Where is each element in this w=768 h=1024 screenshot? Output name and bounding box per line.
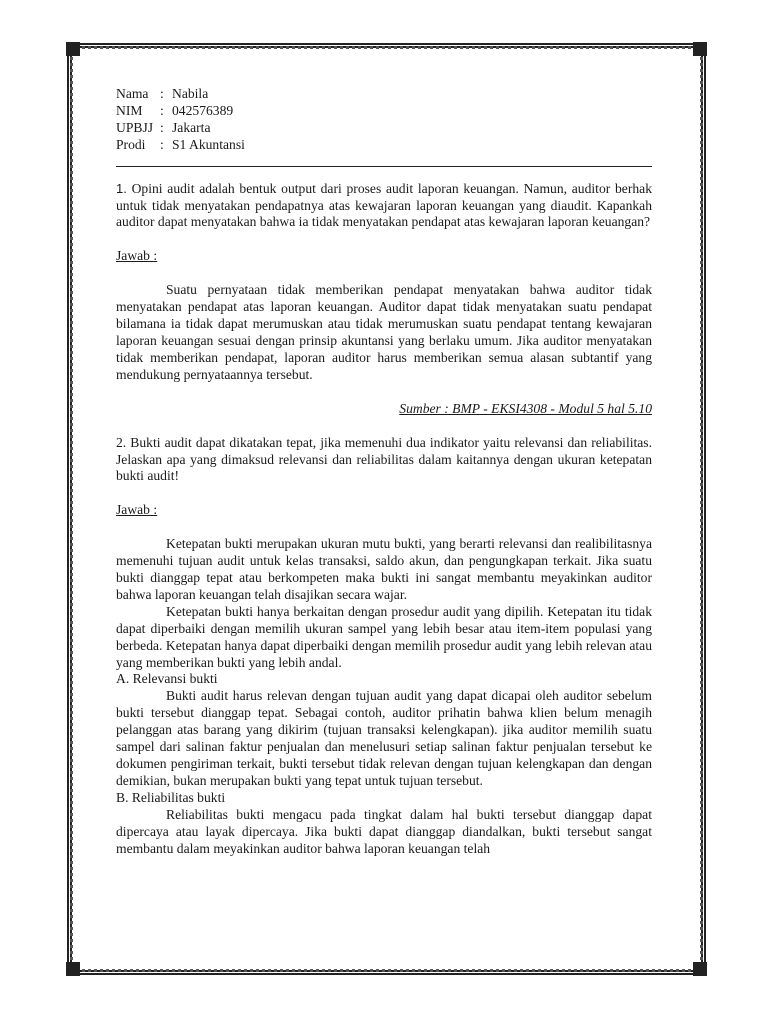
border-corner-ornament	[693, 42, 707, 56]
answer-label: Jawab :	[116, 248, 158, 264]
identity-key: NIM	[116, 102, 143, 118]
identity-separator: :	[160, 136, 164, 152]
question-1	[116, 181, 652, 232]
identity-row-upbjj	[116, 120, 652, 137]
identity-row-nama	[116, 86, 652, 103]
identity-separator: :	[160, 119, 164, 135]
identity-key: Nama	[116, 86, 149, 101]
answer-paragraph: Suatu pernyataan tidak memberikan pendapat menyatakan bahwa auditor tidak menyatakan pendapat atas laporan keuangan. Auditor dapat tidak menyatakan suatu pendapat bilamana ia tidak dapat merumuskan atau tidak merumuskan suatu pendapat tentang kewajaran laporan keuangan sesuai dengan prinsip akuntansi yang berlaku umum. Jika auditor menyatakan tidak memberikan pendapat, laporan auditor harus memberikan semua alasan subtantif yang mendukung pernyataannya tersebut.	[116, 282, 652, 382]
identity-key: Prodi	[116, 136, 146, 152]
identity-value: Jakarta	[172, 119, 211, 135]
identity-row-nim	[116, 103, 652, 120]
section-heading-relevansi: A. Relevansi bukti	[116, 671, 218, 687]
source-citation: Sumber : BMP - EKSI4308 - Modul 5 hal 5.10	[399, 400, 652, 416]
identity-value: S1 Akuntansi	[172, 136, 245, 152]
identity-value: 042576389	[172, 102, 234, 118]
identity-value: Nabila	[172, 86, 209, 101]
answer-paragraph: Reliabilitas bukti mengacu pada tingkat dalam hal bukti tersebut dianggap dapat dipercaya atau layak dipercaya. Jika bukti dapat dianggap diandalkan, bukti tersebut sangat membantu dalam meyakinkan auditor bahwa laporan keuangan telah	[116, 806, 652, 856]
question-text: Opini audit adalah bentuk output dari proses audit laporan keuangan. Namun, auditor berhak untuk tidak menyatakan pendapatnya atas kewajaran laporan keuangan yang diaudit. Kapankah auditor dapat menyatakan bahwa ia tidak menyatakan pendapat atas kewajaran laporan keuangan?	[116, 180, 652, 230]
border-corner-ornament	[693, 962, 707, 976]
document-body	[116, 86, 652, 857]
question-number: 1.	[116, 180, 127, 196]
question-2: 2. Bukti audit dapat dikatakan tepat, jika memenuhi dua indikator yaitu relevansi dan reliabilitas. Jelaskan apa yang dimaksud relevansi dan reliabilitas dalam kaitannya dengan ukuran ketepatan bukti audit!	[116, 434, 652, 484]
answer-label: Jawab :	[116, 502, 158, 518]
answer-paragraph: Ketepatan bukti merupakan ukuran mutu bukti, yang berarti relevansi dan realibilitasnya memenuhi tujuan audit untuk kelas transaksi, saldo akun, dan pengungkapan terkait. Jika suatu bukti dianggap tepat atau berkompeten maka bukti ini sangat membantu meyakinkan auditor bahwa laporan keuangan telah disajikan secara wajar.	[116, 536, 652, 602]
border-corner-ornament	[66, 42, 80, 56]
identity-row-prodi	[116, 137, 652, 154]
border-corner-ornament	[66, 962, 80, 976]
identity-block	[116, 86, 652, 154]
answer-paragraph: Ketepatan bukti hanya berkaitan dengan prosedur audit yang dipilih. Ketepatan itu tidak dapat diperbaiki dengan memilih ukuran sampel yang lebih besar atau item-item populasi yang berbeda. Ketepatan hanya dapat diperbaiki dengan memilih prosedur audit yang lebih relevan atau yang memberikan bukti yang lebih andal.	[116, 603, 652, 670]
horizontal-rule	[116, 166, 652, 167]
answer-paragraph: Bukti audit harus relevan dengan tujuan audit yang dapat dicapai oleh auditor sebelum bukti tersebut dianggap tepat. Sebagai contoh, auditor prihatin bahwa klien belum menagih pelanggan atas barang yang dikirim (tujuan transaksi kelengkapan). jika auditor memilih suatu sampel dari salinan faktur penjualan dan menelusuri setiap salinan faktur penjualan tersebut ke dokumen pengiriman terkait, bukti tersebut tidak relevan dengan tujuan kelengkapan dan dengan demikian, bukan merupakan bukti yang tepat untuk tujuan tersebut.	[116, 688, 652, 788]
identity-separator: :	[160, 86, 164, 101]
section-heading-reliabilitas: B. Reliabilitas bukti	[116, 789, 226, 805]
identity-key: UPBJJ	[116, 119, 154, 135]
identity-separator: :	[160, 102, 164, 118]
